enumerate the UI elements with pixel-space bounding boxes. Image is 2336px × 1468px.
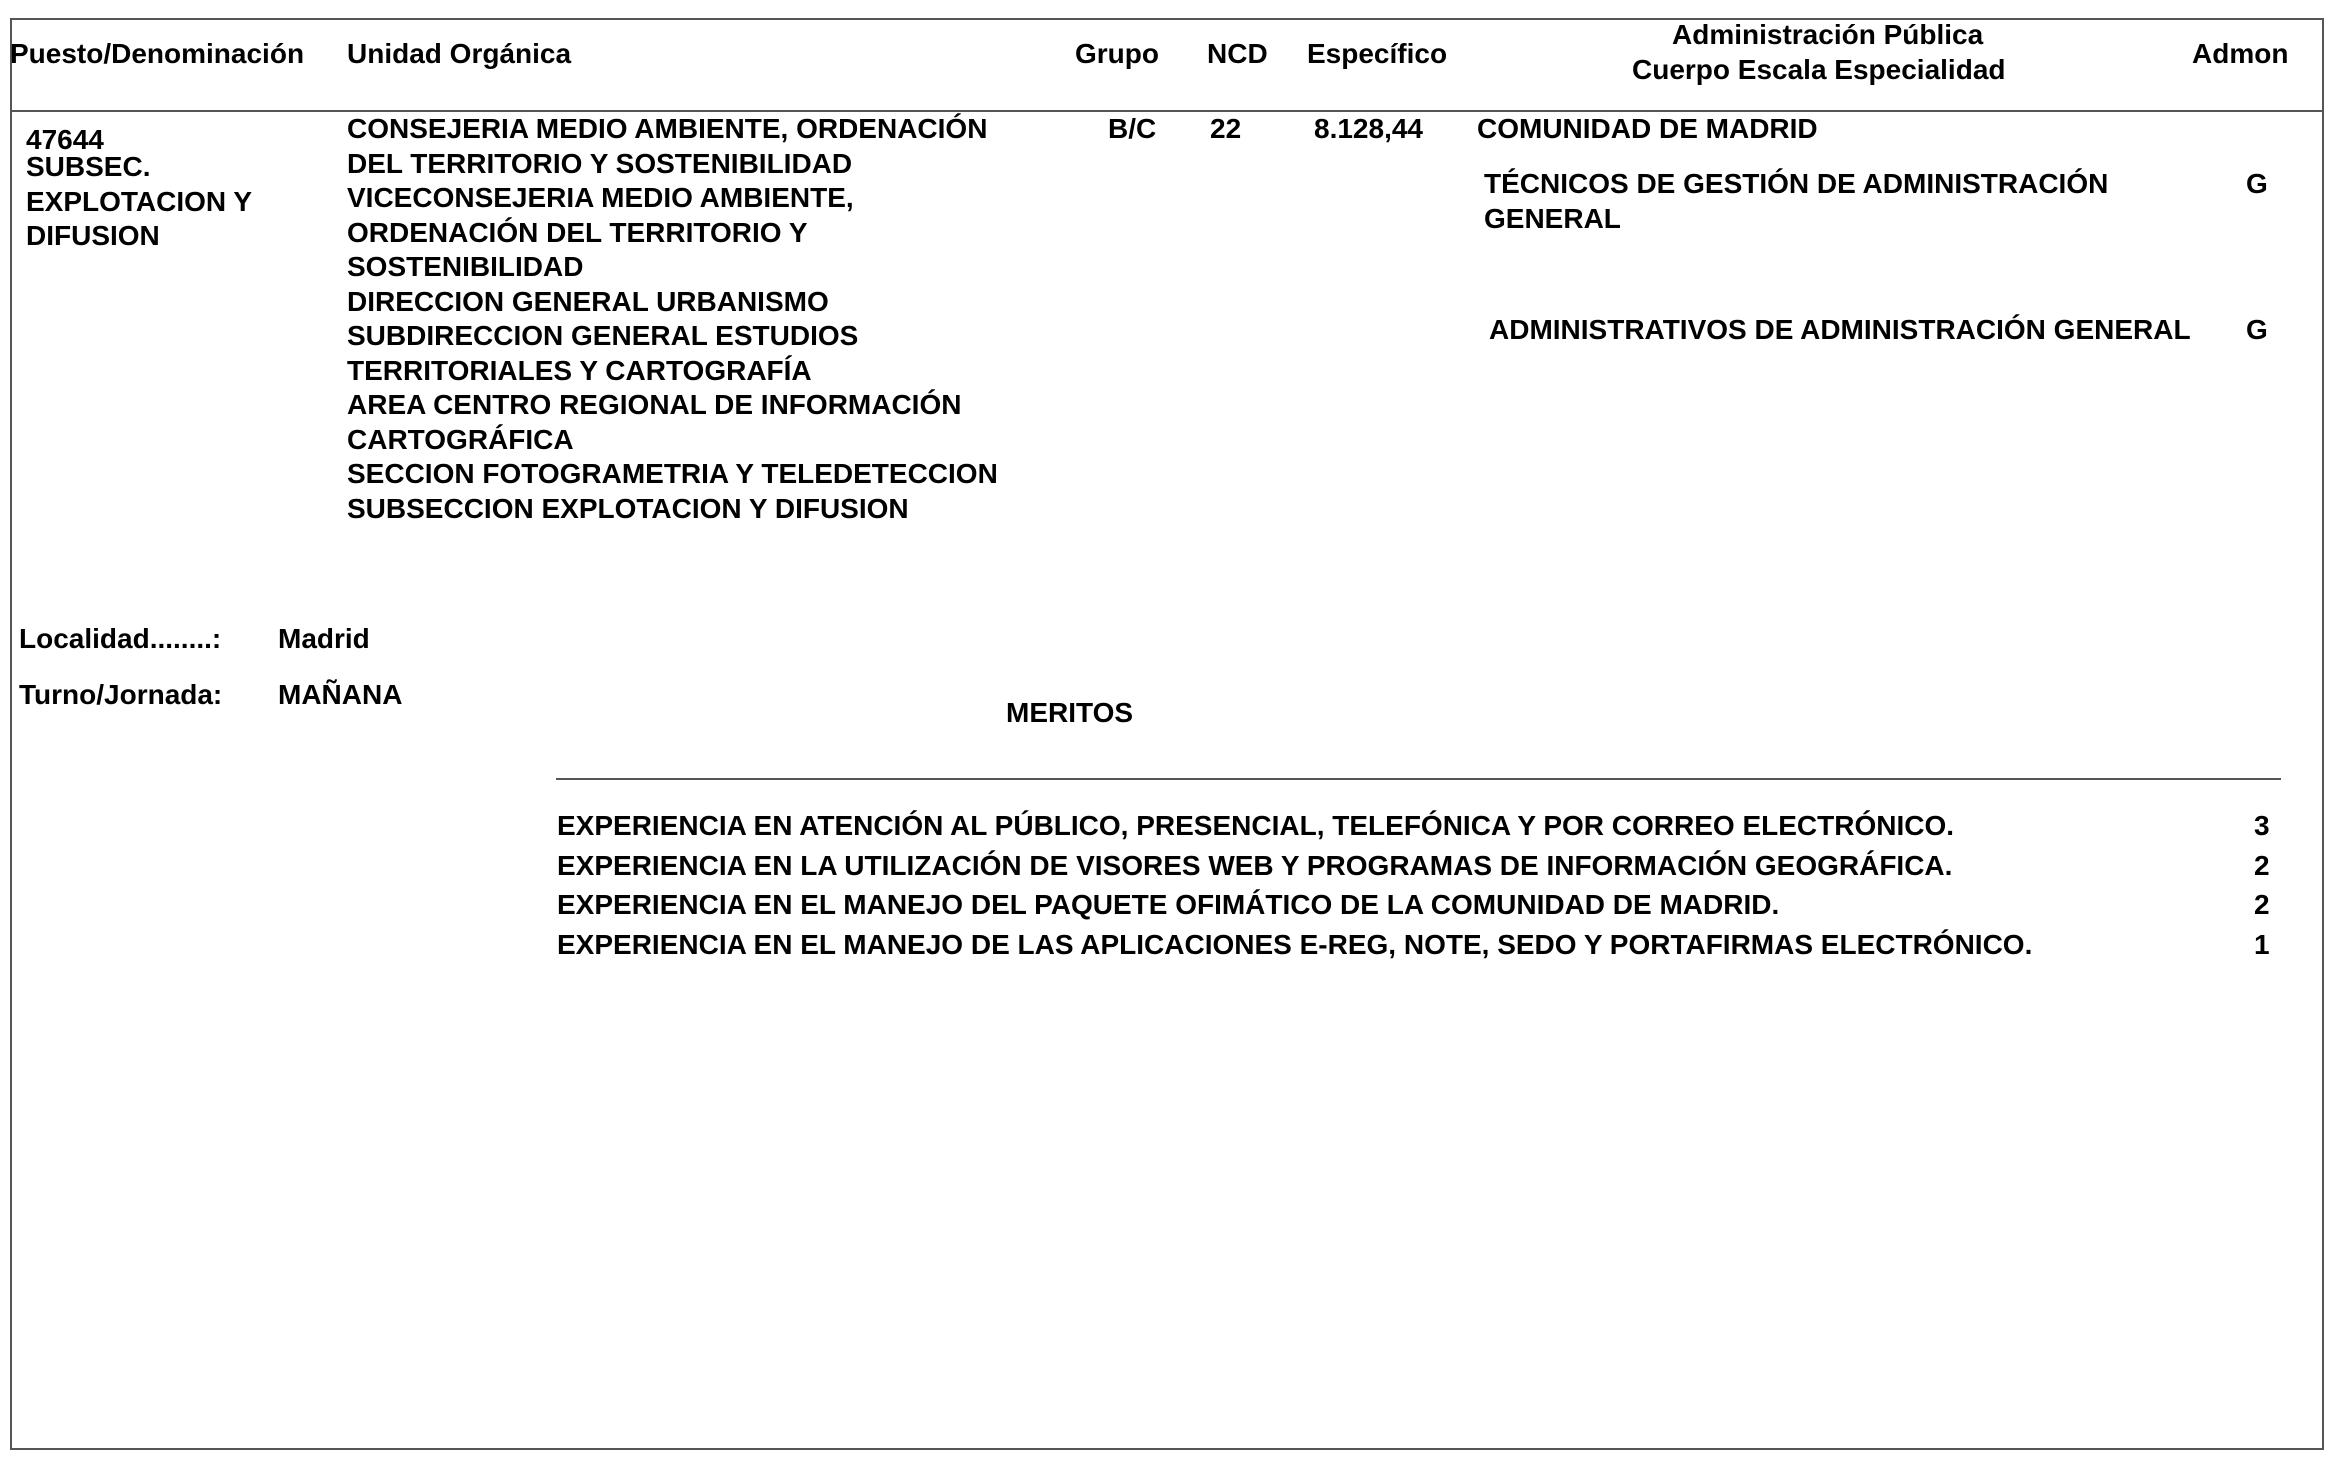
merit-points: 2	[2254, 850, 2270, 881]
cuerpo-entry	[1484, 167, 2108, 236]
cuerpo-entry	[1489, 313, 2191, 348]
unidad-line: SOSTENIBILIDAD	[347, 251, 584, 282]
cuerpo-admon: G	[2246, 168, 2268, 199]
header-admon: Admon	[2192, 38, 2289, 69]
denominacion-line: SUBSEC.	[26, 151, 151, 182]
unidad-line: TERRITORIALES Y CARTOGRAFÍA	[347, 354, 812, 386]
merit-text: EXPERIENCIA EN LA UTILIZACIÓN DE VISORES WEB Y PROGRAMAS DE INFORMACIÓN GEOGRÁFICA.	[557, 850, 1953, 881]
meritos-divider	[556, 778, 2281, 780]
header-unidad: Unidad Orgánica	[347, 38, 572, 69]
unidad-line: DIRECCION GENERAL URBANISMO	[347, 285, 829, 317]
ncd-value: 22	[1210, 113, 1242, 144]
cuerpo-admon: G	[2246, 314, 2268, 345]
puesto-number: 47644	[26, 124, 104, 155]
header-grupo: Grupo	[1075, 38, 1159, 69]
grupo-value: B/C	[1108, 113, 1157, 144]
administracion-value: COMUNIDAD DE MADRID	[1477, 113, 1818, 144]
meritos-title: MERITOS	[1006, 697, 1134, 728]
merit-text: EXPERIENCIA EN EL MANEJO DEL PAQUETE OFIMÁTICO DE LA COMUNIDAD DE MADRID.	[557, 889, 1780, 920]
unidad-line: SECCION FOTOGRAMETRIA Y TELEDETECCION	[347, 458, 998, 489]
turno-label: Turno/Jornada:	[19, 679, 223, 710]
unidad-line: SUBSECCION EXPLOTACION Y DIFUSION	[347, 492, 909, 524]
localidad-value: Madrid	[278, 623, 370, 654]
unidad-line: SUBDIRECCION GENERAL ESTUDIOS	[347, 320, 859, 351]
turno-value: MAÑANA	[278, 679, 403, 710]
unidad-organica	[347, 112, 998, 526]
unidad-line: VICECONSEJERIA MEDIO AMBIENTE,	[347, 182, 854, 213]
header-puesto: Puesto/Denominación	[10, 38, 305, 69]
unidad-line: CARTOGRÁFICA	[347, 423, 574, 455]
merit-points: 1	[2254, 929, 2270, 960]
merit-points: 2	[2254, 889, 2270, 920]
denominacion-line: DIFUSION	[26, 220, 160, 251]
especifico-value: 8.128,44	[1314, 113, 1423, 144]
unidad-line: CONSEJERIA MEDIO AMBIENTE, ORDENACIÓN	[347, 113, 988, 144]
header-admin-publica: Administración Pública	[1672, 19, 1984, 50]
header-especifico: Específico	[1307, 38, 1448, 69]
merit-text: EXPERIENCIA EN EL MANEJO DE LAS APLICACIONES E-REG, NOTE, SEDO Y PORTAFIRMAS ELECTRÓNICO.	[557, 929, 2033, 960]
merit-text: EXPERIENCIA EN ATENCIÓN AL PÚBLICO, PRESENCIAL, TELEFÓNICA Y POR CORREO ELECTRÓNICO.	[557, 810, 1955, 841]
denominacion-line: EXPLOTACION Y	[26, 185, 253, 217]
unidad-line: ORDENACIÓN DEL TERRITORIO Y	[347, 216, 808, 248]
cuerpo-line: TÉCNICOS DE GESTIÓN DE ADMINISTRACIÓN	[1484, 168, 2109, 199]
localidad-label: Localidad........:	[19, 623, 222, 654]
cuerpo-line: ADMINISTRATIVOS DE ADMINISTRACIÓN GENERAL	[1489, 314, 2191, 345]
unidad-line: AREA CENTRO REGIONAL DE INFORMACIÓN	[347, 389, 962, 420]
cuerpo-line: GENERAL	[1484, 202, 1621, 234]
puesto-denominacion	[26, 150, 252, 254]
header-cuerpo-escala: Cuerpo Escala Especialidad	[1632, 54, 2006, 85]
unidad-line: DEL TERRITORIO Y SOSTENIBILIDAD	[347, 147, 853, 179]
merit-points: 3	[2254, 810, 2270, 841]
header-ncd: NCD	[1207, 38, 1268, 69]
